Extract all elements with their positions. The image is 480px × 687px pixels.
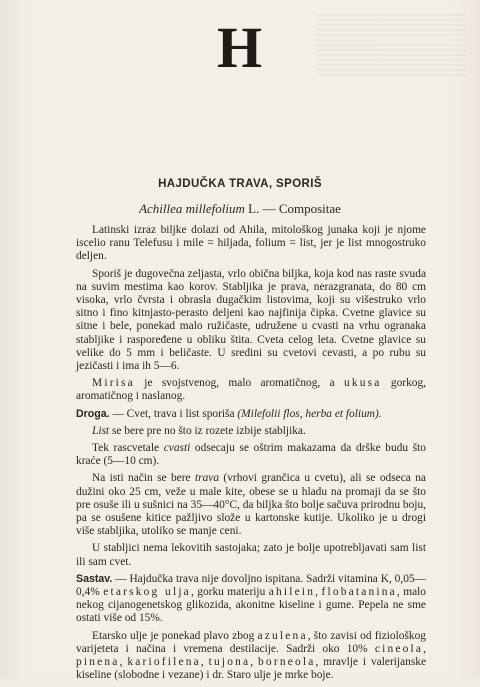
term-pinen: pinena [76, 656, 120, 669]
text-run: Na isti način se bere [92, 472, 195, 485]
text-run: gorkog, aromatičnog i naslanog. [76, 377, 427, 403]
text-run: Tek rascvetale [92, 442, 164, 455]
label-droga: Droga. [76, 407, 110, 420]
latin-author: L. — Compositae [244, 201, 341, 216]
paragraph-sastav [76, 573, 426, 626]
botanical-name [0, 201, 480, 217]
paragraph-stabljika: U stabljici nema lekovitih sastojaka; zato je bolje upotrebljavati sam list ili sam cvet. [76, 542, 426, 568]
text-run: (vrhovi grančica u cvetu), ali se odseca na dužini oko 25 cm, veže u male kite, obese se u hladu na promaji da se što pre osuše ili u sušnici na 35—40°C, da biljka što bolje sačuva prirodnu boju, pa se osušene kitice pažljivo slože u kartonske kutije. Ukoliko je u drogi više stabljika, utoliko se manje ceni. [76, 472, 426, 538]
word-ukusa: ukusa [343, 377, 382, 390]
text-run: odsecaju se oštrim makazama da drške budu što kraće (5—10 cm). [76, 442, 426, 468]
paragraph-etarsko-ulje [76, 630, 426, 683]
label-sastav: Sastav. [76, 572, 113, 585]
paragraph-etymology: Latinski izraz biljke dolazi od Ahila, mitološkog junaka koji je njome iscelio ranu Telefusu i mile = hiljada, folium = list, jer je list mnogostruko deljen. [76, 224, 426, 263]
paragraph-droga [76, 408, 426, 421]
text-run: je svojstvenog, malo aromatičnog, a [134, 377, 344, 390]
text-run: , što zavisi od fiziološkog varijeteta i načina i vremena destilacije. Sadrži oko 10% [76, 629, 426, 655]
text-run: — Hajdučka trava nije dovoljno ispitana. Sadrži vitamina K, 0,05—0,4% [76, 572, 426, 599]
term-list: List [92, 424, 110, 437]
text-run: se bere pre no što iz rozete izbije stabljika. [109, 424, 306, 437]
word-mirisa: Mirisa [92, 377, 135, 390]
text-run: , [250, 656, 259, 669]
article-heading: HAJDUČKA TRAVA, SPORIŠ [158, 178, 322, 190]
paragraph-list [76, 425, 426, 438]
term-azulen: azulena [257, 629, 308, 642]
text-run: Etarsko ulje je ponekad plavo zbog [92, 629, 258, 642]
text-run: — Cvet, trava i list sporiša [109, 407, 238, 420]
term-borneol: borneola [258, 656, 316, 669]
term-kariofilen: kariofilena [127, 656, 201, 669]
latin-drug-name: (Milefolii flos, herba et folium). [237, 407, 382, 420]
text-run: , [423, 642, 426, 655]
term-tujon: tujona [208, 656, 251, 669]
text-run: , mravlje i valerijanske kiseline (slobodne i vezane) i dr. Staro ulje je mrke boje. [76, 656, 426, 682]
paragraph-description: Sporiš je dugovečna zeljasta, vrlo obična biljka, koja kod nas raste svuda na suvim mestima kao korov. Stabljika je prava, nerazgranata, do 80 cm visoka, vrlo čvrsta i obrasla dugačkim listovima, koji su višestruko vrlo sitno i fino kitnjasto-perasto deljeni kao najfinija čipka. Cvetne glavice su sitne i bele, ponekad malo ružičaste, udružene u cvasti na vrhu ogranaka stabljike i raspoređene u obliku štita. Cveta celog leta. Cvetne glavice su velike do 5 mm i beličaste. U sredini su cvetovi cevasti, a po rubu su jezičasti i ima ih 5—6. [76, 267, 426, 373]
paragraph-smell-taste [76, 377, 426, 403]
section-letter: H [216, 15, 264, 80]
text-run: , malo nekog cijanogenetskog glikozida, akonitne kiseline i gume. Pepela ne sme ostati više od 15%. [76, 586, 426, 625]
term-cvasti: cvasti [163, 442, 191, 455]
term-etarsko-ulje: etarskog ulja [103, 586, 191, 599]
paragraph-trava [76, 472, 426, 538]
text-run: , [315, 586, 322, 599]
term-trava: trava [194, 472, 220, 485]
term-cineol: cineola [374, 642, 424, 655]
text-run: , [119, 656, 128, 669]
text-run: , [200, 656, 209, 669]
term-ahilein: ahilein [268, 586, 316, 599]
article-body [76, 224, 426, 687]
text-run: , gorku materiju [190, 586, 269, 599]
paragraph-cvasti [76, 442, 426, 468]
latin-name: Achillea millefolium [139, 201, 245, 216]
term-flobatanin: flobatanina [321, 586, 397, 599]
